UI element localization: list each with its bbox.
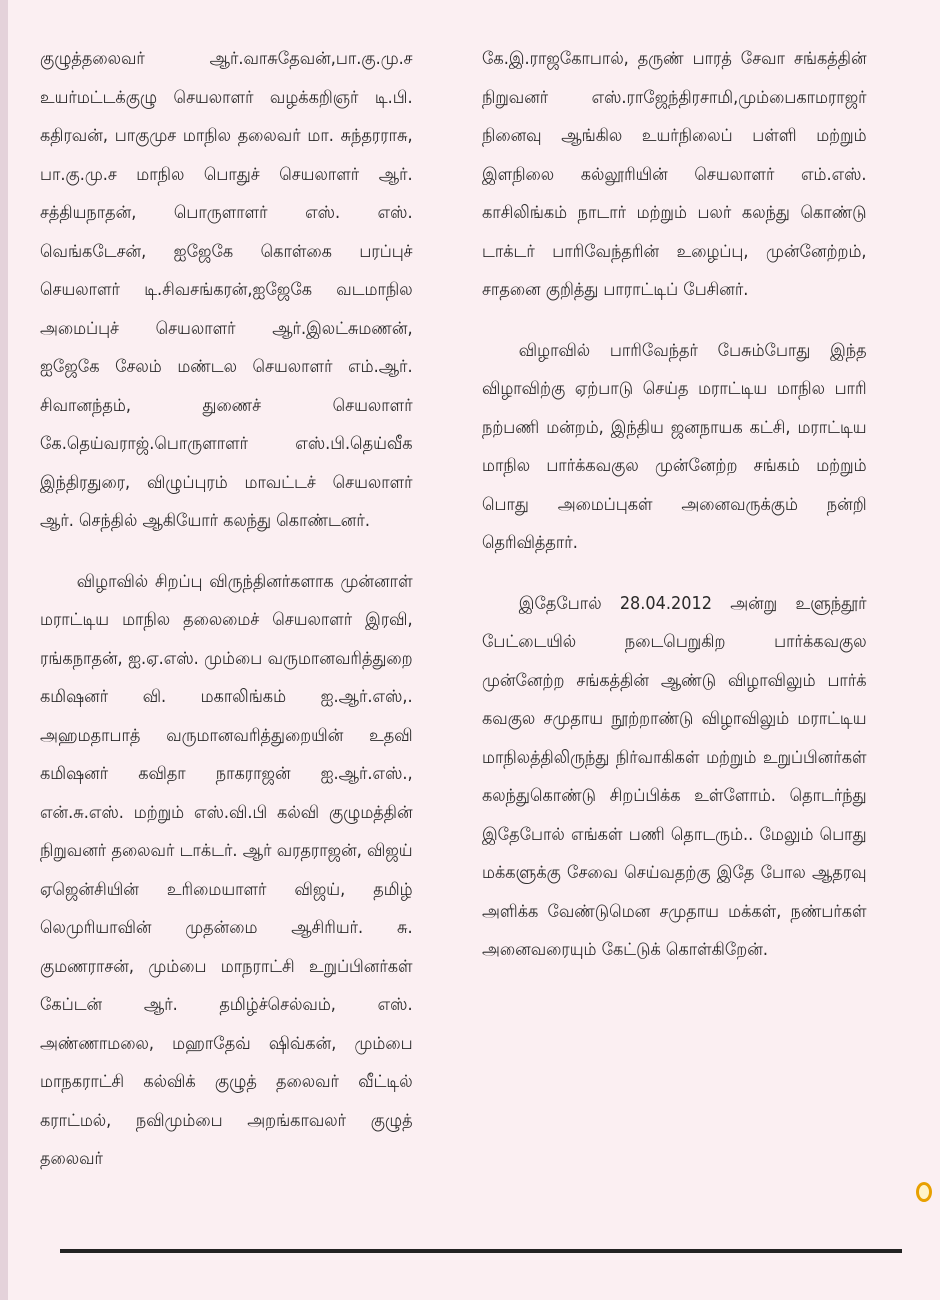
right-column <box>482 40 867 1200</box>
right-paragraph-2: விழாவில் பாரிவேந்தர் பேசும்போது இந்த விழாவிற்கு ஏற்பாடு செய்த மராட்டிய மாநில பாரி நற்பணி மன்றம், இந்திய ஜனநாயக கட்சி, மராட்டிய மாநில பார்க்கவகுல முன்னேற்ற சங்கம் மற்றும் பொது அமைப்புகள் அனைவருக்கும் நன்றி தெரிவித்தார். <box>482 340 867 553</box>
right-paragraph-3: இதேபோல் 28.04.2012 அன்று உளுந்தூர் பேட்டையில் நடைபெறுகிற பார்க்கவகுல முன்னேற்ற சங்கத்தின் ஆண்டு விழாவிலும் பார்க் கவகுல சமுதாய நூற்றாண்டு விழாவிலும் மராட்டிய மாநிலத்திலிருந்து நிர்வாகிகள் மற்றும் உறுப்பினர்கள் கலந்துகொண்டு சிறப்பிக்க உள்ளோம். தொடர்ந்து இதேபோல் எங்கள் பணி தொடரும்.. மேலும் பொது மக்களுக்கு சேவை செய்வதற்கு இதே போல ஆதரவு அளிக்க வேண்டுமென சமுதாய மக்கள், நண்பர்கள் அனைவரையும் கேட்டுக் கொள்கிறேன். <box>482 593 867 960</box>
left-column <box>40 40 413 1200</box>
article-end-mark-icon <box>916 1182 932 1202</box>
article-body <box>40 40 900 1200</box>
left-paragraph-1: குழுத்தலைவர் ஆர்.வாசுதேவன்,பா.கு.மு.ச உயர்மட்டக்குழு செயலாளர் வழக்கறிஞர் டி.பி. கதிரவன், பாகுமுச மாநில தலைவர் மா. சுந்தரராசு, பா.கு.மு.ச மாநில பொதுச் செயலாளர் ஆர். சத்தியநாதன், பொருளாளர் எஸ். எஸ். வெங்கடேசன், ஐஜேகே கொள்கை பரப்புச் செயலாளர் டி.சிவசங்கரன்,ஐஜேகே வடமாநில அமைப்புச் செயலாளர் ஆர்.இலட்சுமணன், ஐஜேகே சேலம் மண்டல செயலாளர் எம்.ஆர். சிவானந்தம், துணைச் செயலாளர் கே.தெய்வராஜ்.பொருளாளர் எஸ்.பி.தெய்வீக இந்திரதுரை, விழுப்புரம் மாவட்டச் செயலாளர் ஆர். செந்தில் ஆகியோர் கலந்து கொண்டனர். <box>40 49 413 531</box>
page-edge-strip <box>0 0 8 1300</box>
bottom-divider <box>60 1249 902 1253</box>
left-paragraph-2: விழாவில் சிறப்பு விருந்தினர்களாக முன்னாள் மராட்டிய மாநில தலைமைச் செயலாளர் இரவி, ரங்கநாதன், ஐ.ஏ.எஸ். மும்பை வருமானவரித்துறை கமிஷனர் வி. மகாலிங்கம் ஐ.ஆர்.எஸ்,. அஹமதாபாத் வருமானவரித்துறையின் உதவி கமிஷனர் கவிதா நாகராஜன் ஐ.ஆர்.எஸ்., என்.சு.எஸ். மற்றும் எஸ்.வி.பி கல்வி குழுமத்தின் நிறுவனர் தலைவர் டாக்டர். ஆர் வரதராஜன், விஜய் ஏஜென்சியின் உரிமையாளர் விஜய், தமிழ் லெமுரியாவின் முதன்மை ஆசிரியர். சு. குமணராசன், மும்பை மாநராட்சி உறுப்பினர்கள் கேப்டன் ஆர். தமிழ்ச்செல்வம், எஸ். அண்ணாமலை, மஹாதேவ் ஷிவ்கன், மும்பை மாநகராட்சி கல்விக் குழுத் தலைவர் வீட்டில் கராட்மல், நவிமும்பை அறங்காவலர் குழுத் தலைவர் <box>40 571 413 1169</box>
right-paragraph-1: கே.இ.ராஜகோபால், தருண் பாரத் சேவா சங்கத்தின் நிறுவனர் எஸ்.ராஜேந்திரசாமி,மும்பைகாமராஜர் நினைவு ஆங்கில உயர்நிலைப் பள்ளி மற்றும் இளநிலை கல்லூரியின் செயலாளர் எம்.எஸ். காசிலிங்கம் நாடார் மற்றும் பலர் கலந்து கொண்டு டாக்டர் பாரிவேந்தரின் உழைப்பு, முன்னேற்றம், சாதனை குறித்து பாராட்டிப் பேசினர். <box>482 49 867 300</box>
